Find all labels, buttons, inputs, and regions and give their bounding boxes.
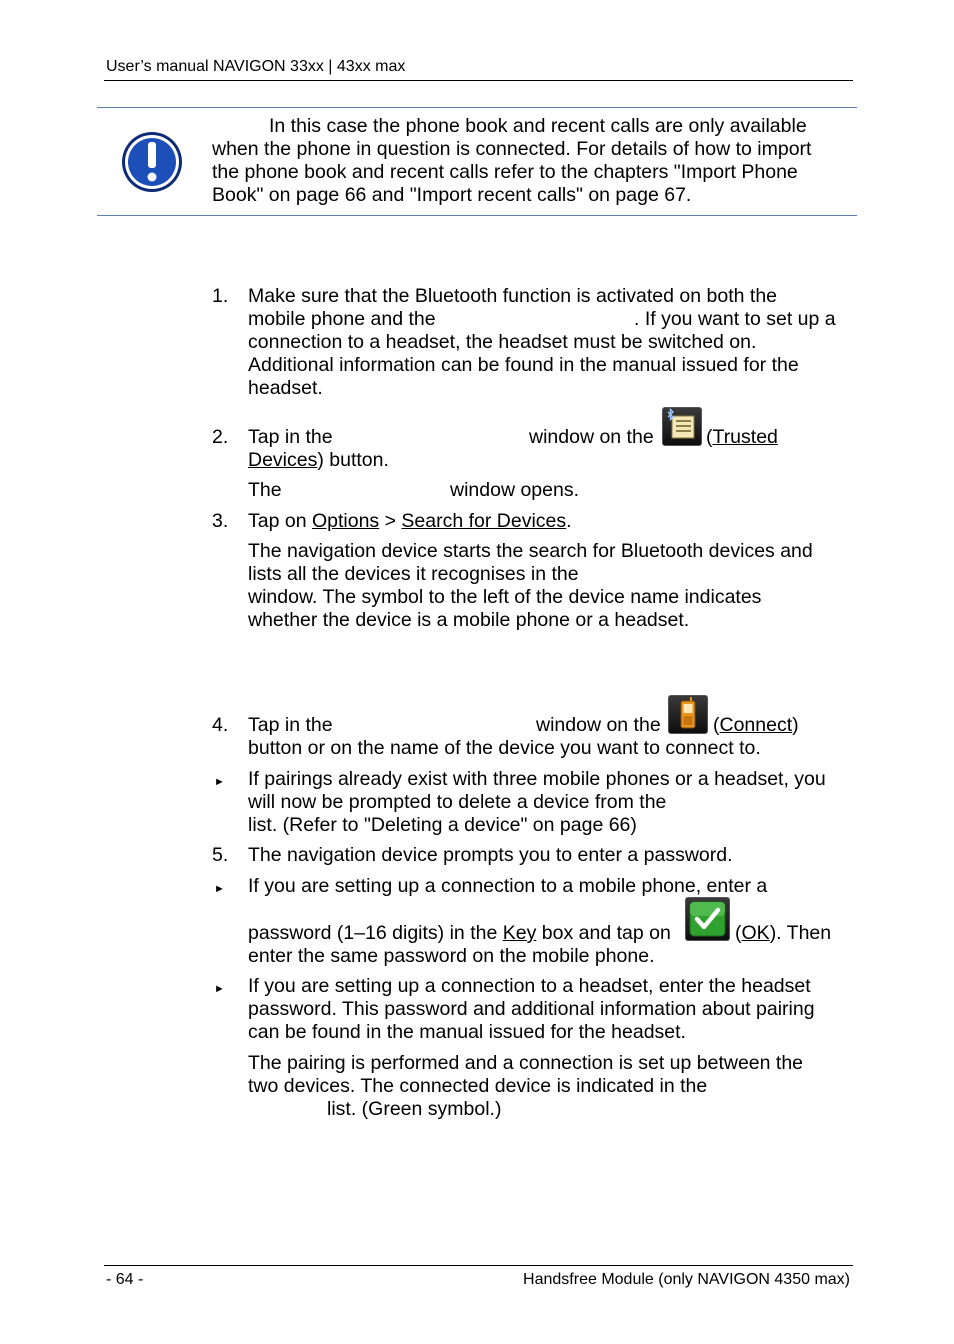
ok-checkmark-icon xyxy=(685,897,730,941)
note-bottom-rule xyxy=(97,215,857,216)
connect-phone-icon xyxy=(668,695,708,734)
separator: > xyxy=(384,510,396,532)
search-for-devices-link[interactable]: Search for Devices xyxy=(401,510,567,532)
page-number: - 64 - xyxy=(106,1271,144,1288)
devices-link[interactable]: Devices xyxy=(248,449,318,471)
bullet-arrow-icon: ► xyxy=(214,776,225,788)
bullet-text: list. (Refer to "Deleting a device" on page 66) xyxy=(248,814,637,836)
step-text: ) button. xyxy=(317,449,389,471)
bullet-text: enter the same password on the mobile phone. xyxy=(248,945,655,967)
step-number: 1. xyxy=(212,285,229,307)
step-text: connection to a headset, the headset must be switched on. xyxy=(248,331,757,353)
paren: ) xyxy=(792,714,799,736)
step-number: 3. xyxy=(212,510,229,532)
period: . xyxy=(566,510,572,532)
bullet-text: password (1–16 digits) in the xyxy=(248,922,498,944)
result-text: window. The symbol to the left of the device name indicates xyxy=(248,586,762,608)
step-number: 5. xyxy=(212,844,229,866)
result-text: lists all the devices it recognises in the xyxy=(248,563,579,585)
result-text: The xyxy=(248,479,282,501)
step-text: mobile phone and the xyxy=(248,308,436,330)
bullet-text: If you are setting up a connection to a mobile phone, enter a xyxy=(248,875,768,897)
paren: ( xyxy=(713,714,720,736)
note-line: Book" on page 66 and "Import recent calls" on page 67. xyxy=(212,184,692,206)
result-text: The navigation device starts the search for Bluetooth devices and xyxy=(248,540,813,562)
result-text: The pairing is performed and a connection is set up between the xyxy=(248,1052,804,1074)
note-line: the phone book and recent calls refer to the chapters "Import Phone xyxy=(212,161,798,183)
footer-section: Handsfree Module (only NAVIGON 4350 max) xyxy=(523,1271,850,1288)
header-title: User’s manual NAVIGON 33xx | 43xx max xyxy=(106,58,406,75)
paren: ( xyxy=(706,426,713,448)
step-3-line xyxy=(248,510,572,533)
bullet-text: will now be prompted to delete a device from the xyxy=(248,791,667,813)
trusted-devices-icon xyxy=(662,407,702,446)
bullet-text: ). Then xyxy=(769,922,832,944)
result-text: window opens. xyxy=(450,479,579,501)
options-link[interactable]: Options xyxy=(311,510,380,532)
bullet-text: If pairings already exist with three mobile phones or a headset, you xyxy=(248,768,826,790)
note-line: when the phone in question is connected. For details of how to import xyxy=(212,138,812,160)
bullet-text: password. This password and additional information about pairing xyxy=(248,998,815,1020)
ok-text xyxy=(735,922,831,945)
step-text: Make sure that the Bluetooth function is activated on both the xyxy=(248,285,778,307)
trusted-devices-text xyxy=(706,426,778,449)
result-text: two devices. The connected device is indicated in the xyxy=(248,1075,708,1097)
result-text: whether the device is a mobile phone or a headset. xyxy=(248,609,690,631)
bullet-arrow-icon: ► xyxy=(214,983,225,995)
connect-text xyxy=(713,714,799,737)
step-text: headset. xyxy=(248,377,323,399)
bullet-arrow-icon: ► xyxy=(214,883,225,895)
connect-link[interactable]: Connect xyxy=(719,714,793,736)
note-top-rule xyxy=(97,107,857,108)
step-text: window on the xyxy=(536,714,661,736)
trusted-devices-link[interactable]: Trusted xyxy=(712,426,778,448)
footer-rule xyxy=(104,1265,853,1266)
step-text: Tap on xyxy=(248,510,307,532)
step-text: Additional information can be found in the manual issued for the xyxy=(248,354,799,376)
step-text: The navigation device prompts you to enter a password. xyxy=(248,844,733,866)
trusted-devices-text-cont xyxy=(248,449,389,472)
bullet-text: box and tap on xyxy=(541,922,671,944)
bullet-text: If you are setting up a connection to a headset, enter the headset xyxy=(248,975,811,997)
ok-link[interactable]: OK xyxy=(741,922,770,944)
step-text: . If you want to set up a xyxy=(634,308,836,330)
step-number: 4. xyxy=(212,714,229,736)
step-text: Tap in the xyxy=(248,714,333,736)
bullet-text: can be found in the manual issued for the headset. xyxy=(248,1021,686,1043)
step-text: button or on the name of the device you want to connect to. xyxy=(248,737,761,759)
key-field-link[interactable]: Key xyxy=(502,922,537,944)
result-text: list. (Green symbol.) xyxy=(327,1098,502,1120)
step-text: window on the xyxy=(529,426,654,448)
header-rule xyxy=(104,80,853,81)
step-text: Tap in the xyxy=(248,426,333,448)
key-line xyxy=(248,922,671,945)
note-line: In this case the phone book and recent calls are only available xyxy=(269,115,807,137)
step-number: 2. xyxy=(212,426,229,448)
exclamation-icon xyxy=(120,130,184,194)
paren: ( xyxy=(735,922,742,944)
